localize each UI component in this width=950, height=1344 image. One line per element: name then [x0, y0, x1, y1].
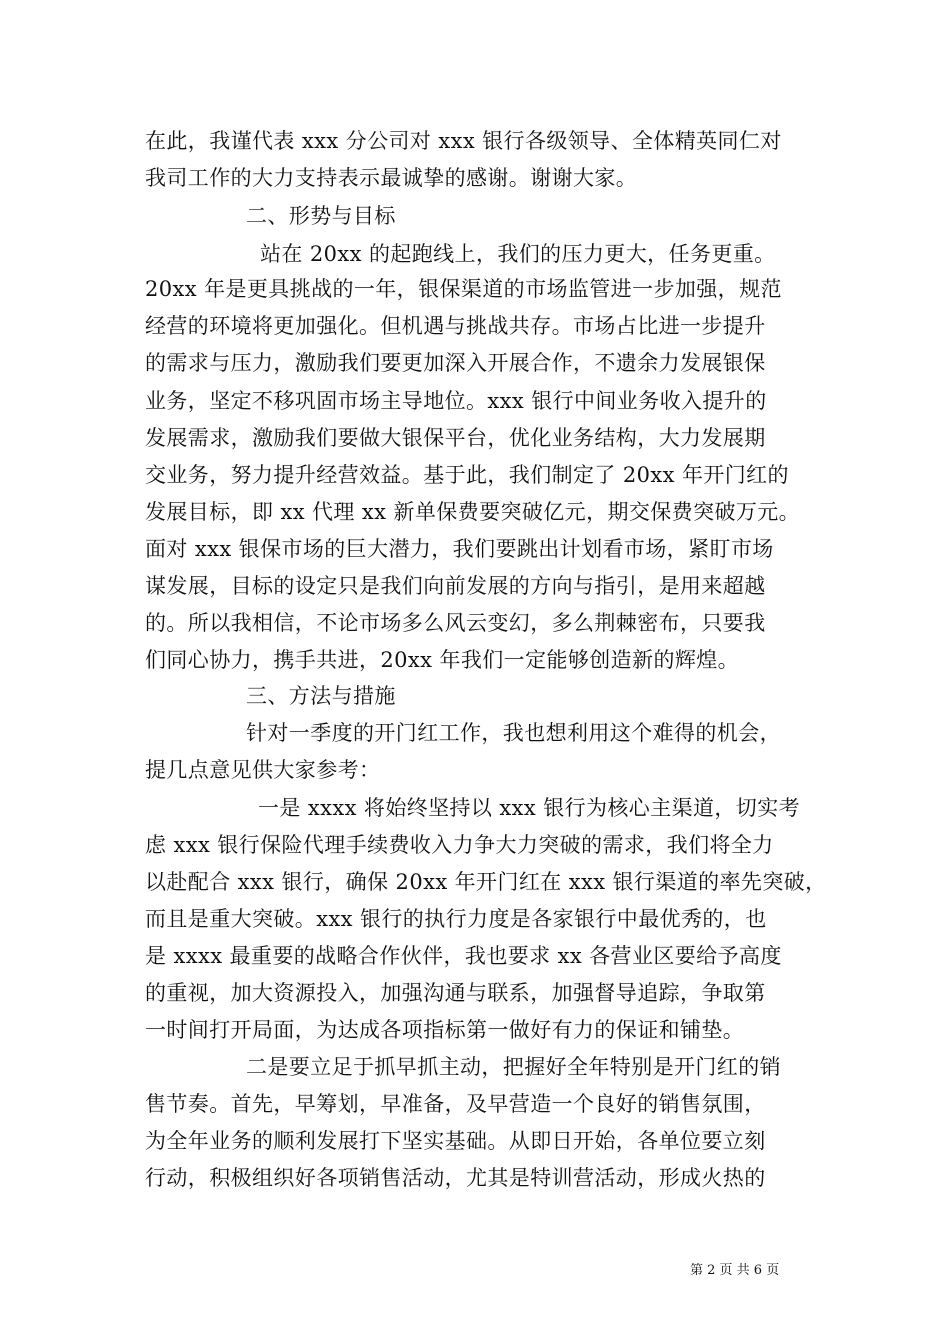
section-heading: 二、形势与目标 [246, 204, 396, 228]
text-line: 一是 xxxx 将始终坚持以 xxx 银行为核心主渠道，切实考 [258, 796, 801, 820]
text-line: 经营的环境将更加强化。但机遇与挑战共存。市场占比进一步提升 [145, 314, 766, 338]
text-line: 行动，积极组织好各项销售活动，尤其是特训营活动，形成火热的 [145, 1166, 766, 1190]
text-line: 的。所以我相信，不论市场多么风云变幻，多么荆棘密布，只要我 [145, 611, 766, 635]
text-line: 交业务，努力提升经营效益。基于此，我们制定了 20xx 年开门红的 [145, 463, 789, 487]
text-line: 发展需求，激励我们要做大银保平台，优化业务结构，大力发展期 [145, 426, 766, 450]
text-line: 售节奏。首先，早筹划，早准备，及早营造一个良好的销售氛围， [145, 1092, 766, 1116]
text-line: 是 xxxx 最重要的战略合作伙伴，我也要求 xx 各营业区要给予高度 [145, 944, 782, 968]
text-line: 20xx 年是更具挑战的一年，银保渠道的市场监管进一步加强，规范 [145, 277, 782, 301]
text-line: 的需求与压力，激励我们要更加深入开展合作，不遗余力发展银保 [145, 351, 766, 375]
text-line: 在此，我谨代表 xxx 分公司对 xxx 银行各级领导、全体精英同仁对 [145, 129, 782, 153]
text-line: 的重视，加大资源投入，加强沟通与联系，加强督导追踪，争取第 [145, 981, 766, 1005]
text-line: 虑 xxx 银行保险代理手续费收入力争大力突破的需求，我们将全力 [145, 833, 774, 857]
page-number: 第 2 页 共 6 页 [690, 1263, 780, 1278]
text-line: 而且是重大突破。xxx 银行的执行力度是各家银行中最优秀的，也 [145, 907, 767, 931]
text-line: 面对 xxx 银保市场的巨大潜力，我们要跳出计划看市场，紧盯市场 [145, 537, 774, 561]
section-heading: 三、方法与措施 [246, 684, 396, 708]
text-line: 业务，坚定不移巩固市场主导地位。xxx 银行中间业务收入提升的 [145, 389, 767, 413]
text-line: 们同心协力，携手共进，20xx 年我们一定能够创造新的辉煌。 [145, 648, 740, 672]
text-line: 针对一季度的开门红工作，我也想利用这个难得的机会， [246, 721, 781, 745]
text-line: 我司工作的大力支持表示最诚挚的感谢。谢谢大家。 [145, 166, 638, 190]
text-line: 发展目标，即 xx 代理 xx 新单保费要突破亿元，期交保费突破万元。 [145, 500, 801, 524]
text-line: 以赴配合 xxx 银行，确保 20xx 年开门红在 xxx 银行渠道的率先突破， [145, 870, 827, 894]
text-line: 谋发展，目标的设定只是我们向前发展的方向与指引，是用来超越 [145, 574, 766, 598]
text-line: 一时间打开局面，为达成各项指标第一做好有力的保证和铺垫。 [145, 1018, 745, 1042]
text-line: 二是要立足于抓早抓主动，把握好全年特别是开门红的销 [246, 1055, 781, 1079]
text-line: 站在 20xx 的起跑线上，我们的压力更大，任务更重。 [260, 242, 776, 266]
text-line: 提几点意见供大家参考： [145, 758, 381, 782]
text-line: 为全年业务的顺利发展打下坚实基础。从即日开始，各单位要立刻 [145, 1129, 766, 1153]
